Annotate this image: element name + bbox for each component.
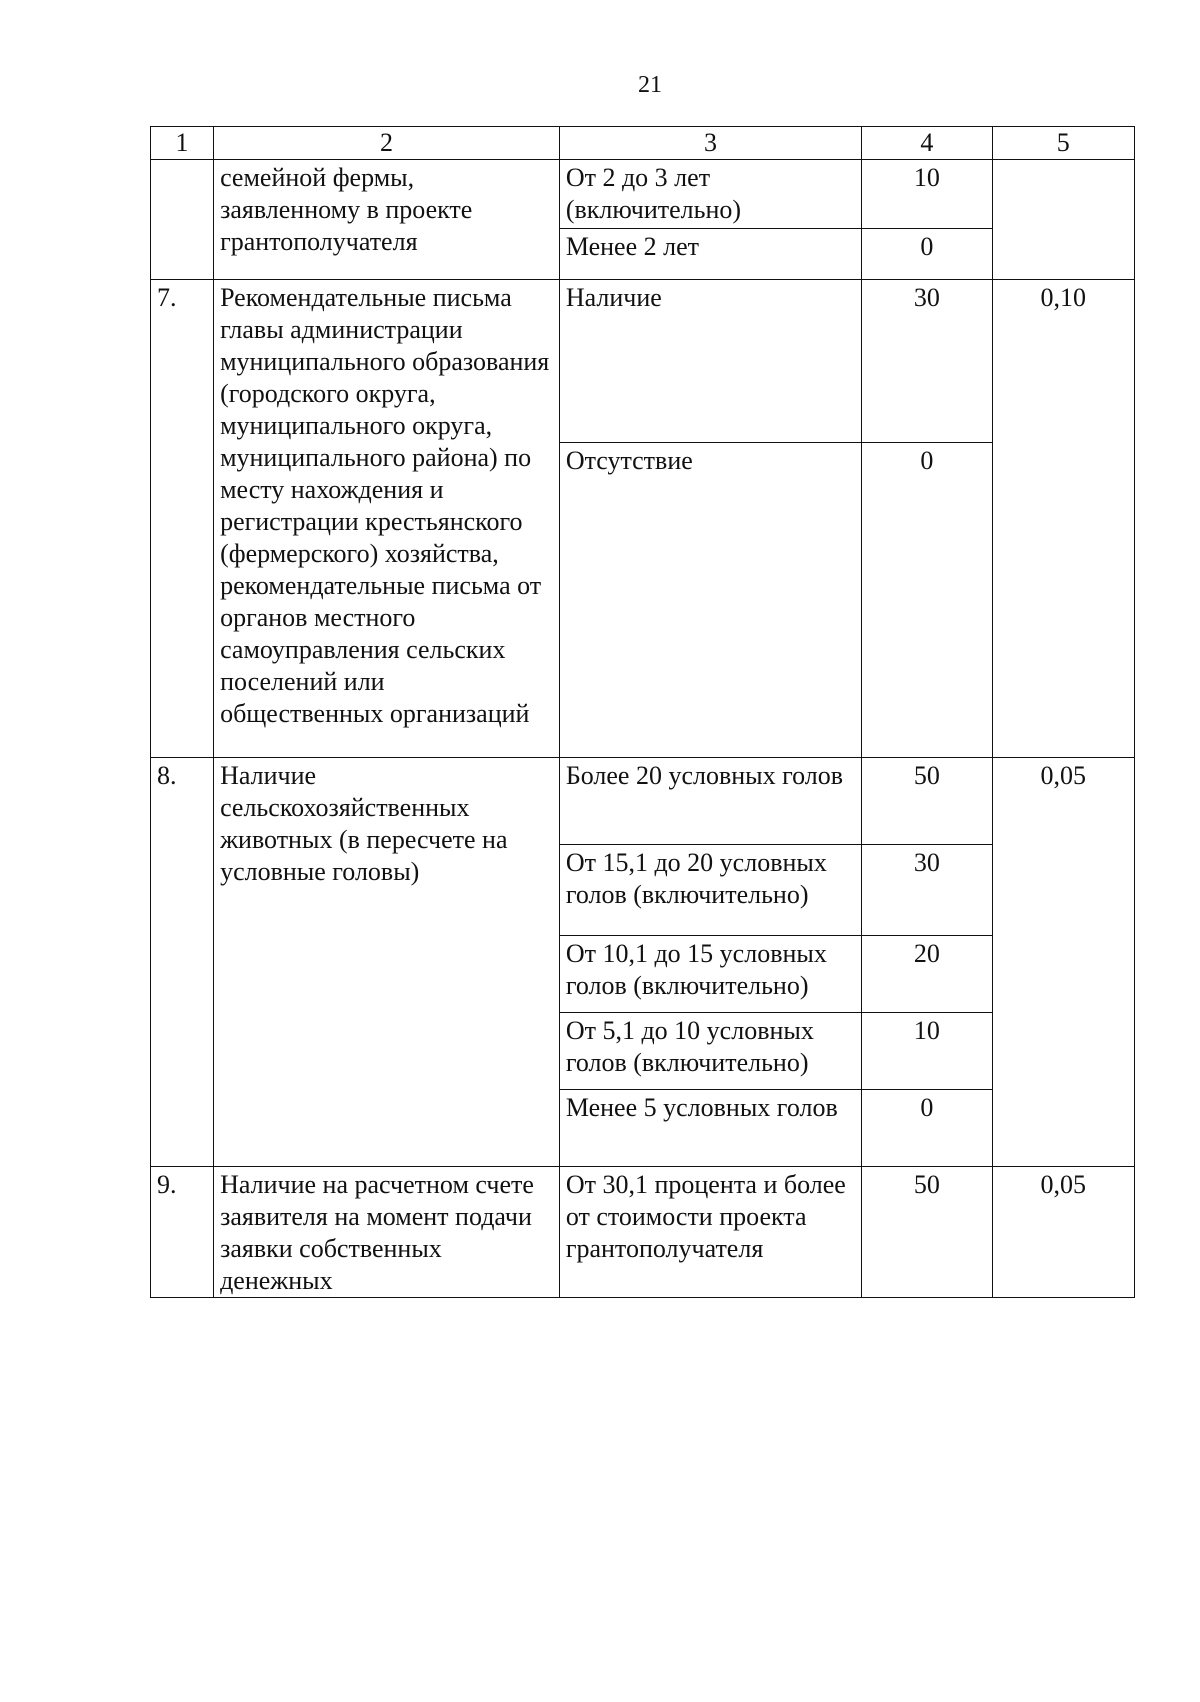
score-cell: 50: [862, 758, 992, 845]
header-cell: 2: [214, 127, 560, 160]
criterion-cell: семейной фермы, заявленному в проекте грантополучателя: [214, 160, 560, 280]
condition-cell: От 30,1 процента и более от стоимости проекта грантополучателя: [559, 1167, 861, 1298]
condition-cell: Менее 5 условных голов: [559, 1090, 861, 1167]
weight-cell: 0,05: [992, 758, 1134, 1167]
row-number-cell: 9.: [151, 1167, 214, 1298]
table-row: [151, 160, 1135, 229]
row-number-cell: 7.: [151, 280, 214, 758]
weight-cell: [992, 160, 1134, 280]
condition-cell: Менее 2 лет: [559, 229, 861, 280]
criterion-cell: Наличие на расчетном счете заявителя на момент подачи заявки собственных денежных: [214, 1167, 560, 1298]
criterion-cell: Наличие сельскохозяйственных животных (в пересчете на условные головы): [214, 758, 560, 1167]
criterion-cell: Рекомендательные письма главы администрации муниципального образования (городского округа, муниципального округа, муниципального района) по месту нахождения и регистрации крестьянского (фермерского) хозяйства, рекомендательные письма от органов местного самоуправления сельских поселений или общественных организаций: [214, 280, 560, 758]
header-cell: 3: [559, 127, 861, 160]
weight-cell: 0,10: [992, 280, 1134, 758]
condition-cell: От 2 до 3 лет (включительно): [559, 160, 861, 229]
table-row: [151, 1167, 1135, 1298]
score-cell: 30: [862, 280, 992, 443]
score-cell: 10: [862, 1013, 992, 1090]
row-number-cell: [151, 160, 214, 280]
table-header-row: [151, 127, 1135, 160]
weight-cell: 0,05: [992, 1167, 1134, 1298]
score-cell: 50: [862, 1167, 992, 1298]
score-cell: 30: [862, 845, 992, 936]
condition-cell: От 15,1 до 20 условных голов (включительно): [559, 845, 861, 936]
condition-cell: От 10,1 до 15 условных голов (включительно): [559, 936, 861, 1013]
score-cell: 20: [862, 936, 992, 1013]
score-cell: 10: [862, 160, 992, 229]
score-cell: 0: [862, 443, 992, 758]
page-number: 21: [638, 72, 662, 98]
table-row: [151, 280, 1135, 443]
header-cell: 5: [992, 127, 1134, 160]
header-cell: 1: [151, 127, 214, 160]
condition-cell: Наличие: [559, 280, 861, 443]
table-row: [151, 758, 1135, 845]
score-cell: 0: [862, 1090, 992, 1167]
condition-cell: От 5,1 до 10 условных голов (включительно): [559, 1013, 861, 1090]
score-cell: 0: [862, 229, 992, 280]
criteria-table: [150, 126, 1135, 1298]
row-number-cell: 8.: [151, 758, 214, 1167]
condition-cell: Отсутствие: [559, 443, 861, 758]
header-cell: 4: [862, 127, 992, 160]
condition-cell: Более 20 условных голов: [559, 758, 861, 845]
